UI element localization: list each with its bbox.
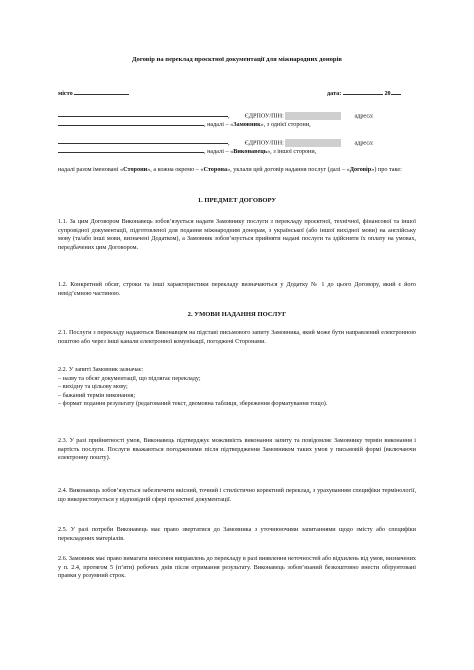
list-item: – формат подання результату (редагований текст, двомовна таблиця, збереження форматування тощо). <box>58 400 328 408</box>
customer-address-label: адреса: <box>354 112 374 120</box>
executor-address-label: адреса: <box>354 139 374 147</box>
city-label: місто <box>58 90 73 97</box>
customer-role: Замовник <box>233 121 261 128</box>
executor-edrpou-label: ЄДРПОУ/ПІН: <box>244 139 284 147</box>
executor-role: Виконавець <box>233 148 268 155</box>
customer-address-blank[interactable] <box>58 125 204 126</box>
executor-role-prefix: , надалі – « <box>204 148 234 155</box>
document-title: Договір на переклад проєктної документації для міжнародних донорів <box>132 56 342 63</box>
paragraph-2-4: 2.4. Виконавець зобов’язується забезпечити якісний, точний і стилістично коректний переклад, з урахуванням специфіки термінології, що використовується у відповідній сфері проєктної документації. <box>58 487 416 503</box>
section-2-heading: 2. УМОВИ НАДАННЯ ПОСЛУГ <box>187 311 287 318</box>
year-blank[interactable] <box>391 94 401 95</box>
customer-line-2 <box>58 121 311 130</box>
intro-party-word: Сторона <box>203 166 228 173</box>
customer-role-prefix: , надалі – « <box>204 121 234 128</box>
customer-edrpou-label: ЄДРПОУ/ПІН: <box>244 112 284 120</box>
list-item: – назву та обсяг документації, що підлягає перекладу; <box>58 374 201 382</box>
paragraph-2-3: 2.3. У разі прийнятності умов, Виконавець підтверджує можливість виконання запиту та повідомляє Замовнику термін виконання і вартість послуги. Послуги вважаються погодженими після підтвердження Замовником таких умов у письмовій формі (включаючи електронну пошту). <box>58 437 416 462</box>
paragraph-2-2-list <box>58 366 416 409</box>
list-intro: 2.2. У запиті Замовник зазначає: <box>58 366 144 373</box>
executor-edrpou-field[interactable] <box>285 139 341 147</box>
date-blank[interactable] <box>343 94 383 95</box>
intro-text-3: », уклали цей договір надання послуг (далі – « <box>227 166 350 173</box>
customer-edrpou-field[interactable] <box>285 112 341 120</box>
city-row <box>58 90 129 99</box>
section-1-heading: 1. ПРЕДМЕТ ДОГОВОРУ <box>197 197 277 204</box>
list-item: – вихідну та цільову мову; <box>58 383 128 391</box>
paragraph-2-5: 2.5. У разі потреби Виконавець має право звертатися до Замовника з уточнюючими запитаннями щодо змісту або специфіки перекладених матеріалів. <box>58 526 416 542</box>
customer-name-blank[interactable] <box>58 116 228 117</box>
executor-role-suffix: », з іншої сторони, <box>267 148 317 155</box>
paragraph-1-2: 1.2. Конкретний обсяг, строки та інші характеристики перекладу визначаються у Додатку № 1 до цього Договору, який є його невід’ємною частиною. <box>58 281 416 297</box>
intro-parties-word: Сторони <box>123 166 148 173</box>
paragraph-2-6: 2.6. Замовник має право вимагати внесення виправлень до перекладу в разі виявлення неточностей або відхилень від умов, визначених у п. 2.4, протягом 5 (п’яти) робочих днів після отримання результату. Виконавець зобов’язаний безкоштовно внести обґрунтовані правки у розумний строк. <box>58 555 416 580</box>
executor-line-2 <box>58 148 316 157</box>
intro-paragraph <box>58 166 416 175</box>
date-row <box>327 90 401 99</box>
paragraph-2-1: 2.1. Послуги з перекладу надаються Виконавцем на підставі письмового запиту Замовника, який може бути направлений електронною поштою або через інші канали електронної комунікації, погоджені Сторонами. <box>58 329 416 345</box>
executor-name-blank[interactable] <box>58 143 228 144</box>
customer-line-1: , ЄДРПОУ/ПІН: адреса: <box>58 112 374 121</box>
intro-text-1: надалі разом іменовані « <box>58 166 124 173</box>
paragraph-1-1: 1.1. За цим Договором Виконавець зобов’язується надати Замовнику послуги з перекладу проєктної, технічної, фінансової та іншої супровідної документації, підготовленої для подання міжнародним донорам, з української (або іншої вихідної мови) на англійську мову (та/або інші мови, визначені Додатком), а Замовник зобов’язується прийняти надані послуги та здійснити їх оплату на умовах, передбачених цим Договором. <box>58 218 416 251</box>
date-label: дата: <box>327 90 342 97</box>
customer-role-suffix: », з однієї сторони, <box>260 121 311 128</box>
executor-address-blank[interactable] <box>58 152 204 153</box>
list-item: – бажаний термін виконання; <box>58 391 136 399</box>
year-prefix: 20 <box>384 90 391 97</box>
intro-contract-word: Договір <box>349 166 372 173</box>
intro-text-4: ») про таке: <box>371 166 402 173</box>
city-blank[interactable] <box>74 94 129 95</box>
intro-text-2: », а кожна окремо – « <box>147 166 204 173</box>
executor-line-1: , ЄДРПОУ/ПІН: адреса: <box>58 139 374 148</box>
